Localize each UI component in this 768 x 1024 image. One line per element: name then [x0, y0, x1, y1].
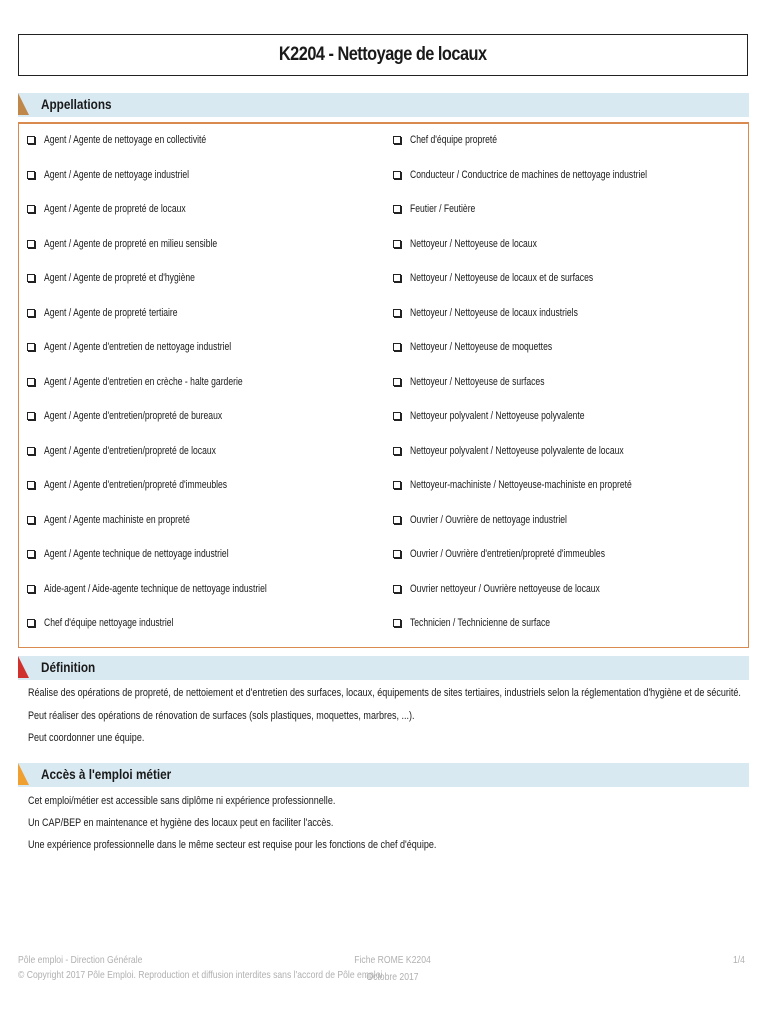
section-header-appellations	[18, 93, 749, 117]
appellation-item	[393, 132, 522, 148]
appellation-label: Agent / Agente d'entretien de nettoyage industriel	[44, 341, 232, 353]
section-header-acces	[18, 763, 749, 787]
appellation-label: Agent / Agente de propreté en milieu sensible	[44, 237, 218, 250]
appellation-label: Chef d'équipe propreté	[410, 134, 498, 146]
checkbox-icon	[393, 619, 401, 627]
section-accent-triangle	[18, 93, 29, 115]
checkbox-icon	[393, 378, 401, 386]
footer-date: Octobre 2017	[366, 971, 419, 983]
checkbox-icon	[27, 309, 35, 317]
checkbox-icon	[393, 481, 401, 489]
section-header-definition	[18, 656, 749, 680]
page-title: K2204 - Nettoyage de locaux	[279, 44, 487, 65]
appellation-label: Nettoyeur polyvalent / Nettoyeuse polyvalente de locaux	[410, 444, 624, 457]
footer-org: Pôle emploi - Direction Générale	[18, 954, 143, 966]
appellation-label: Agent / Agente de propreté et d'hygiène	[44, 272, 195, 284]
appellation-label: Agent / Agente d'entretien en crèche - halte garderie	[44, 375, 243, 388]
checkbox-icon	[393, 136, 401, 144]
appellation-item	[27, 270, 238, 286]
appellation-item	[393, 236, 573, 252]
appellation-label: Agent / Agente de nettoyage en collectivité	[44, 134, 207, 146]
checkbox-icon	[393, 309, 401, 317]
definition-line: Peut coordonner une équipe.	[28, 732, 145, 744]
appellation-item	[27, 477, 279, 493]
appellation-label: Ouvrier nettoyeur / Ouvrière nettoyeuse de locaux	[410, 582, 600, 595]
checkbox-icon	[393, 550, 401, 558]
appellation-label: Nettoyeur / Nettoyeuse de surfaces	[410, 375, 545, 388]
appellation-label: Ouvrier / Ouvrière de nettoyage industriel	[410, 513, 567, 526]
appellation-label: Nettoyeur / Nettoyeuse de moquettes	[410, 341, 553, 353]
appellation-item	[27, 581, 330, 597]
section-title: Appellations	[41, 96, 112, 112]
appellation-label: Nettoyeur / Nettoyeuse de locaux industriels	[410, 306, 578, 319]
checkbox-icon	[27, 205, 35, 213]
appellation-item	[393, 305, 625, 321]
appellation-item	[393, 546, 660, 562]
checkbox-icon	[27, 343, 35, 351]
appellation-item	[393, 167, 714, 183]
appellation-item	[27, 201, 226, 217]
acces-line: Une expérience professionnelle dans le même secteur est requise pour les fonctions de chef d'équipe.	[28, 839, 437, 851]
appellation-label: Agent / Agente de nettoyage industriel	[44, 168, 190, 181]
appellation-item	[27, 339, 284, 355]
section-title: Accès à l'emploi métier	[41, 766, 172, 782]
checkbox-icon	[27, 274, 35, 282]
checkbox-icon	[393, 447, 401, 455]
page-title-box	[18, 34, 748, 76]
appellation-item	[393, 615, 590, 631]
appellation-item	[27, 615, 210, 631]
appellation-label: Nettoyeur-machiniste / Nettoyeuse-machiniste en propreté	[410, 479, 632, 491]
appellations-list	[18, 122, 749, 648]
appellation-item	[27, 374, 299, 390]
appellation-item	[393, 443, 684, 459]
appellation-item	[27, 408, 272, 424]
appellation-label: Ouvrier / Ouvrière d'entretien/propreté d'immeubles	[410, 548, 605, 560]
appellation-item	[393, 374, 582, 390]
appellation-item	[393, 477, 694, 493]
appellation-label: Chef d'équipe nettoyage industriel	[44, 617, 174, 629]
checkbox-icon	[393, 171, 401, 179]
checkbox-icon	[393, 274, 401, 282]
checkbox-icon	[393, 516, 401, 524]
appellation-label: Agent / Agente d'entretien/propreté d'immeubles	[44, 479, 228, 491]
appellation-item	[27, 236, 266, 252]
appellation-item	[27, 132, 252, 148]
checkbox-icon	[27, 516, 35, 524]
appellation-item	[27, 546, 281, 562]
appellation-label: Agent / Agente de propreté de locaux	[44, 203, 186, 215]
checkbox-icon	[27, 585, 35, 593]
appellation-item	[393, 201, 494, 217]
checkbox-icon	[393, 205, 401, 213]
appellation-label: Nettoyeur / Nettoyeuse de locaux et de surfaces	[410, 272, 594, 284]
footer-fiche: Fiche ROME K2204	[354, 954, 431, 966]
appellation-label: Conducteur / Conductrice de machines de nettoyage industriel	[410, 168, 648, 181]
appellation-item	[393, 339, 592, 355]
checkbox-icon	[27, 171, 35, 179]
appellation-item	[393, 408, 634, 424]
checkbox-icon	[393, 240, 401, 248]
checkbox-icon	[27, 240, 35, 248]
checkbox-icon	[393, 343, 401, 351]
appellation-label: Agent / Agente d'entretien/propreté de locaux	[44, 444, 216, 457]
appellation-label: Feutier / Feutière	[410, 203, 476, 215]
appellation-item	[27, 167, 230, 183]
appellation-label: Nettoyeur / Nettoyeuse de locaux	[410, 237, 537, 250]
checkbox-icon	[27, 550, 35, 558]
appellation-label: Technicien / Technicienne de surface	[410, 617, 551, 629]
definition-line: Peut réaliser des opérations de rénovation de surfaces (sols plastiques, moquettes, marbres, ...).	[28, 710, 415, 722]
appellation-item	[27, 512, 231, 528]
checkbox-icon	[27, 136, 35, 144]
appellation-item	[27, 305, 215, 321]
appellation-item	[27, 443, 264, 459]
appellation-item	[393, 581, 653, 597]
checkbox-icon	[27, 619, 35, 627]
checkbox-icon	[393, 412, 401, 420]
section-accent-triangle	[18, 763, 29, 785]
appellation-label: Agent / Agente machiniste en propreté	[44, 513, 190, 526]
acces-line: Cet emploi/métier est accessible sans diplôme ni expérience professionnelle.	[28, 795, 336, 807]
appellation-item	[393, 512, 611, 528]
appellation-label: Agent / Agente d'entretien/propreté de bureaux	[44, 410, 223, 422]
appellation-label: Agent / Agente technique de nettoyage industriel	[44, 548, 229, 560]
section-accent-triangle	[18, 656, 29, 678]
footer-copyright: © Copyright 2017 Pôle Emploi. Reproduction et diffusion interdites sans l'accord de Pôle emploi	[18, 969, 383, 981]
definition-line: Réalise des opérations de propreté, de nettoiement et d'entretien des surfaces, locaux, équipements de sites tertiaires, industriels selon la réglementation d'hygiène et de sécurité.	[28, 687, 741, 699]
acces-line: Un CAP/BEP en maintenance et hygiène des locaux peut en faciliter l'accès.	[28, 817, 334, 829]
appellation-item	[393, 270, 645, 286]
checkbox-icon	[27, 412, 35, 420]
checkbox-icon	[393, 585, 401, 593]
appellation-label: Nettoyeur polyvalent / Nettoyeuse polyvalente	[410, 410, 585, 422]
footer-page-number: 1/4	[733, 954, 745, 966]
checkbox-icon	[27, 481, 35, 489]
checkbox-icon	[27, 378, 35, 386]
section-title: Définition	[41, 659, 96, 675]
checkbox-icon	[27, 447, 35, 455]
appellation-label: Aide-agent / Aide-agente technique de nettoyage industriel	[44, 582, 267, 595]
appellation-label: Agent / Agente de propreté tertiaire	[44, 306, 178, 319]
